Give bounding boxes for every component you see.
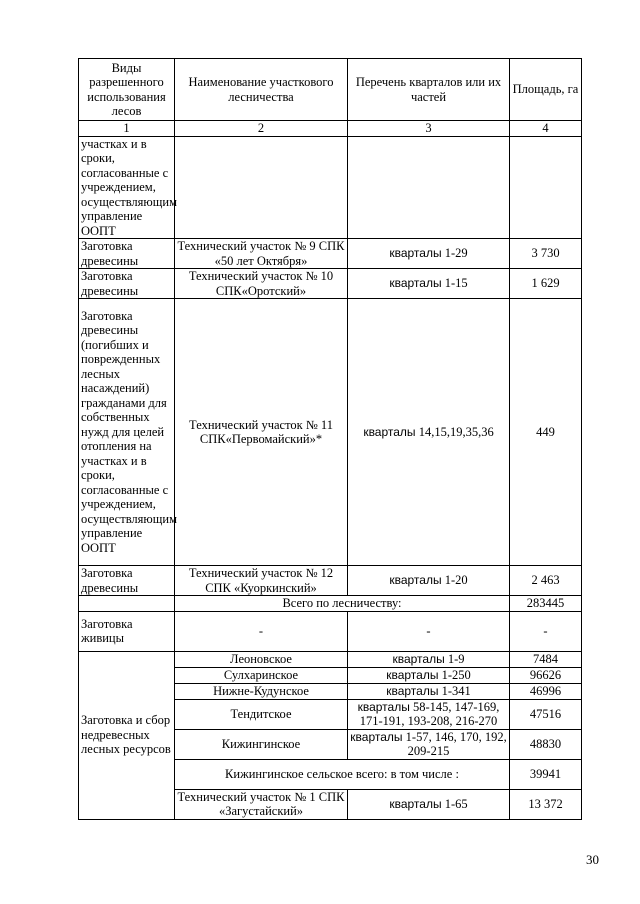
area-cell: 7484 xyxy=(510,651,582,667)
quarters-word: кварталы xyxy=(363,424,416,439)
column-number: 3 xyxy=(348,121,510,137)
table-row xyxy=(79,299,582,566)
use-type-cell: Заготовка и сбор недревесных лесных ресурсов xyxy=(79,651,175,819)
area-cell: 46996 xyxy=(510,683,582,699)
quarters-range: 1-65 xyxy=(444,796,468,811)
forestry-name-cell: Кижингинское xyxy=(175,729,348,759)
table-row xyxy=(79,239,582,269)
forestry-name-cell: Технический участок № 11 СПК«Первомайский»* xyxy=(175,299,348,566)
quarters-word: кварталы xyxy=(389,246,442,261)
use-type-cell: Заготовка живицы xyxy=(79,611,175,651)
quarters-range: 1-250 xyxy=(441,667,471,682)
quarters-cell xyxy=(348,789,510,819)
quarters-word: кварталы xyxy=(386,683,439,698)
quarters-cell xyxy=(348,239,510,269)
quarters-word: кварталы xyxy=(392,651,445,666)
continuation-text: участках и в сроки, согласованные с учреждением, осуществляющим управление ООПТ xyxy=(79,136,175,239)
total-label: Всего по лесничеству: xyxy=(175,596,510,612)
quarters-cell xyxy=(348,566,510,596)
header-quarters-list: Перечень кварталов или их частей xyxy=(348,59,510,121)
forestry-name-cell: Сулхаринское xyxy=(175,667,348,683)
empty-cell xyxy=(510,136,582,239)
area-cell: 13 372 xyxy=(510,789,582,819)
header-area: Площадь, га xyxy=(510,59,582,121)
page-number: 30 xyxy=(586,852,599,867)
use-type-cell: Заготовка древесины xyxy=(79,269,175,299)
quarters-word: кварталы xyxy=(389,796,442,811)
quarters-cell xyxy=(348,299,510,566)
quarters-range: 58-145, 147-169, 171-191, 193-208, 216-270 xyxy=(359,699,500,728)
table-row xyxy=(79,651,582,667)
table-row xyxy=(79,269,582,299)
header-forestry-name: Наименование участкового лесничества xyxy=(175,59,348,121)
use-type-cell: Заготовка древесины xyxy=(79,566,175,596)
use-type-cell: Заготовка древесины xyxy=(79,239,175,269)
use-type-cell: Заготовка древесины (погибших и поврежденных лесных насаждений) гражданами для собственных нужд для целей отопления на участках и в сроки, согласованные с учреждением, осуществляющим управление ООПТ xyxy=(79,299,175,566)
subtotal-label: Кижингинское сельское всего: в том числе : xyxy=(175,759,510,789)
area-cell: 47516 xyxy=(510,699,582,729)
forestry-name-cell: Нижне-Кудунское xyxy=(175,683,348,699)
quarters-cell xyxy=(348,269,510,299)
area-cell: 2 463 xyxy=(510,566,582,596)
forestry-name-cell: Технический участок № 10 СПК«Оротский» xyxy=(175,269,348,299)
forestry-name-cell: Технический участок № 12 СПК «Куоркинский» xyxy=(175,566,348,596)
area-cell: 48830 xyxy=(510,729,582,759)
column-number: 2 xyxy=(175,121,348,137)
table-row xyxy=(79,611,582,651)
quarters-word: кварталы xyxy=(386,667,439,682)
subtotal-value: 39941 xyxy=(510,759,582,789)
column-number: 4 xyxy=(510,121,582,137)
total-row xyxy=(79,596,582,612)
column-number: 1 xyxy=(79,121,175,137)
forest-use-table xyxy=(78,58,582,820)
quarters-word: кварталы xyxy=(389,573,442,588)
quarters-range: 1-57, 146, 170, 192, 209-215 xyxy=(405,729,507,758)
empty-cell xyxy=(175,136,348,239)
quarters-cell xyxy=(348,729,510,759)
continuation-row xyxy=(79,136,582,239)
quarters-range: 1-15 xyxy=(444,276,468,291)
quarters-word: кварталы xyxy=(350,729,403,744)
quarters-range: 1-341 xyxy=(441,683,471,698)
quarters-word: кварталы xyxy=(357,699,410,714)
dash-cell: - xyxy=(510,611,582,651)
area-cell: 3 730 xyxy=(510,239,582,269)
quarters-range: 14,15,19,35,36 xyxy=(418,424,494,439)
header-use-type: Виды разрешенного использования лесов xyxy=(79,59,175,121)
quarters-word: кварталы xyxy=(389,276,442,291)
quarters-cell xyxy=(348,651,510,667)
forestry-name-cell: Тендитское xyxy=(175,699,348,729)
forestry-name-cell: Леоновское xyxy=(175,651,348,667)
empty-cell xyxy=(79,596,175,612)
header-row xyxy=(79,59,582,121)
dash-cell: - xyxy=(348,611,510,651)
empty-cell xyxy=(348,136,510,239)
quarters-range: 1-20 xyxy=(444,573,468,588)
quarters-range: 1-9 xyxy=(447,651,465,666)
total-value: 283445 xyxy=(510,596,582,612)
quarters-range: 1-29 xyxy=(444,246,468,261)
area-cell: 96626 xyxy=(510,667,582,683)
dash-cell: - xyxy=(175,611,348,651)
quarters-cell xyxy=(348,667,510,683)
quarters-cell xyxy=(348,699,510,729)
area-cell: 449 xyxy=(510,299,582,566)
forestry-name-cell: Технический участок № 9 СПК «50 лет Октября» xyxy=(175,239,348,269)
forestry-name-cell: Технический участок № 1 СПК «Загустайский» xyxy=(175,789,348,819)
table-row xyxy=(79,566,582,596)
quarters-cell xyxy=(348,683,510,699)
area-cell: 1 629 xyxy=(510,269,582,299)
column-number-row xyxy=(79,121,582,137)
